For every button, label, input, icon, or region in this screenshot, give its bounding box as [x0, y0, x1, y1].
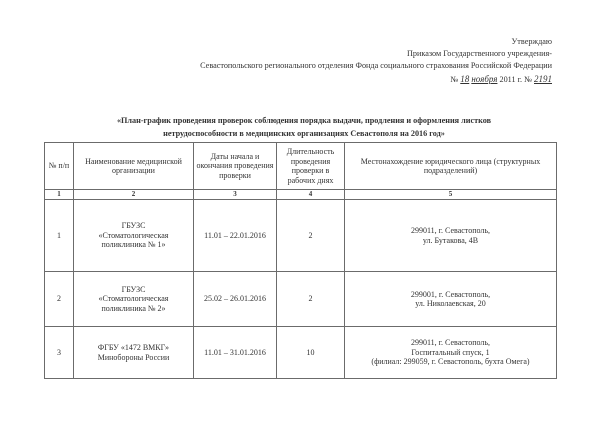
table-row	[45, 272, 557, 327]
row-num: 2	[45, 272, 74, 327]
org-line: ФГБУ «1472 ВМКГ» Минобороны России	[97, 343, 170, 362]
address-line: ул. Николаевская, 20	[415, 299, 486, 308]
header-org: Наименование медицинской организации	[74, 143, 194, 190]
col-number: 3	[194, 190, 277, 200]
row-num: 3	[45, 327, 74, 379]
title-line1: «План-график проведения проверок соблюдения порядка выдачи, продления и оформления листков	[116, 116, 492, 125]
header-address: Местонахождение юридического лица (структурных подразделений)	[345, 143, 557, 190]
document-title	[54, 115, 554, 140]
approval-order-line	[152, 73, 552, 86]
address-line: 299011, г. Севастополь,	[410, 226, 491, 235]
row-days: 10	[277, 327, 345, 379]
table-header-row	[45, 143, 557, 190]
order-day: 18	[460, 73, 470, 84]
column-numbers-row	[45, 190, 557, 200]
org-line: «Стоматологическая	[98, 230, 169, 240]
org-line: поликлиника № 2»	[101, 303, 166, 313]
col-number: 5	[345, 190, 557, 200]
approval-position-line1: Приказом Государственного учреждения-	[406, 49, 552, 59]
address-line: ул. Бутакова, 4В	[422, 235, 479, 245]
table-row	[45, 327, 557, 379]
row-org	[74, 327, 194, 379]
address-line: 299011, г. Севастополь,	[410, 338, 491, 348]
inspection-schedule-table	[44, 142, 557, 379]
col-number: 4	[277, 190, 345, 200]
row-org	[74, 200, 194, 272]
address-line: (филиал: 299059, г. Севастополь, бухта Омега)	[371, 357, 530, 367]
org-line: ГБУЗС	[121, 221, 146, 231]
address-line: Госпитальный спуск, 1	[411, 347, 490, 357]
col-number: 2	[74, 190, 194, 200]
address-line: 299001, г. Севастополь,	[410, 289, 491, 299]
title-line2: нетрудоспособности в медицинских организациях Севастополя на 2016 год»	[163, 128, 445, 138]
row-days: 2	[277, 200, 345, 272]
row-dates: 11.01 – 31.01.2016	[194, 327, 277, 379]
row-address	[345, 200, 557, 272]
order-no-prefix: №	[450, 74, 459, 84]
header-num: № п/п	[45, 143, 74, 190]
row-dates: 25.02 – 26.01.2016	[194, 272, 277, 327]
row-org	[74, 272, 194, 327]
org-line: ГБУЗС	[121, 284, 146, 294]
approved-label: Утверждаю	[511, 37, 552, 46]
row-address	[345, 272, 557, 327]
org-line: «Стоматологическая	[98, 294, 169, 304]
col-number: 1	[45, 190, 74, 200]
row-dates: 11.01 – 22.01.2016	[194, 200, 277, 272]
row-address	[345, 327, 557, 379]
row-days: 2	[277, 272, 345, 327]
approval-position-line2: Севастопольского регионального отделения Фонда социального страхования Российской Федерации	[200, 61, 552, 71]
org-line: поликлиника № 1»	[101, 240, 166, 250]
row-num: 1	[45, 200, 74, 272]
order-month: ноября	[471, 73, 498, 84]
order-year: 2011 г. №	[499, 74, 532, 84]
table-row	[45, 200, 557, 272]
order-number: 2191	[534, 73, 552, 84]
approval-block	[152, 36, 552, 86]
header-duration: Длительность проведения проверки в рабочих днях	[277, 143, 345, 190]
header-dates: Даты начала и окончания проведения проверки	[194, 143, 277, 190]
